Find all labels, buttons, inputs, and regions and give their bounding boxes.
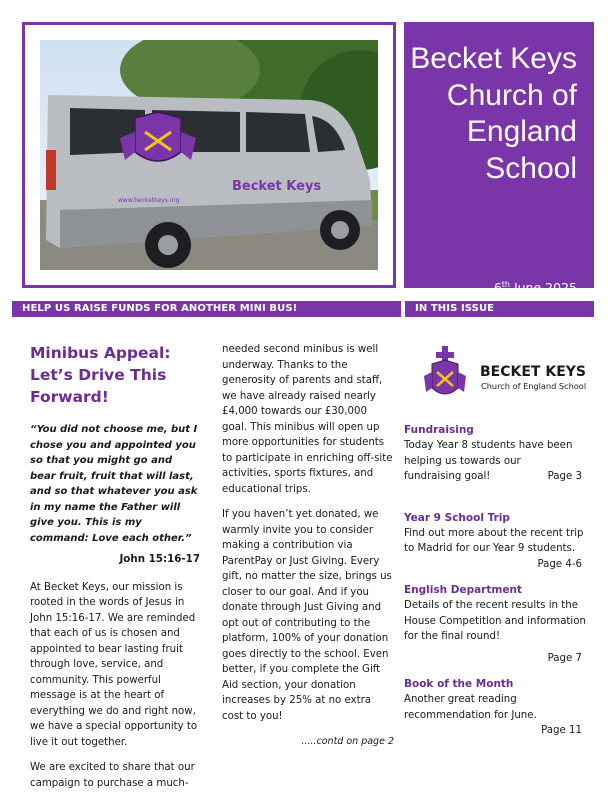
school-logo-graphic bbox=[404, 342, 594, 412]
article-column-1 bbox=[30, 342, 200, 801]
issue-item-heading: English Department bbox=[404, 584, 522, 596]
article-paragraph-4: If you haven’t yet donated, we warmly invite you to consider making a contribution via ParentPay or Just Giving. Every gift, no matter the size, brings us closer to our goal. And if you donate through Just Giving and opt out of contributing to the platform, 100% of your donation goes directly to the school. Even better, if you complete the Gift Aid section, your donation increases by 25% at no extra cost to you! bbox=[222, 509, 392, 722]
issue-item-text: Today Year 8 students have been helping us towards our fundraising goal! bbox=[404, 440, 573, 482]
issue-date bbox=[494, 280, 577, 295]
issue-item-heading: Fundraising bbox=[404, 424, 474, 436]
issue-item-fundraising[interactable] bbox=[404, 423, 594, 485]
minibus-photo bbox=[40, 40, 378, 270]
issue-item-page: Page 7 bbox=[547, 652, 582, 664]
date-day: 6 bbox=[493, 280, 502, 296]
issue-item-page: Page 4-6 bbox=[537, 558, 582, 570]
issue-item-book-of-month[interactable] bbox=[404, 677, 594, 739]
in-this-issue-banner: IN THIS ISSUE bbox=[405, 301, 594, 317]
issue-item-heading: Year 9 School Trip bbox=[404, 511, 510, 524]
article-paragraph-3: needed second minibus is well underway. Thanks to the generosity of parents and staff, we have already raised nearly £4,000 towards our £30,000 goal. This minibus will open up more opportunities for students to participate in enriching off-site activities, sports fixtures, and educational trips. bbox=[222, 344, 393, 495]
in-this-issue-sidebar bbox=[404, 342, 594, 739]
issue-item-year9-trip[interactable] bbox=[404, 511, 594, 573]
issue-item-text: Another great reading recommendation for June. bbox=[404, 694, 537, 721]
school-logo bbox=[404, 342, 594, 412]
article-title: Minibus Appeal: Let’s Drive This Forward! bbox=[30, 344, 171, 406]
article-paragraph-2: We are excited to share that our campaign to purchase a much- bbox=[30, 762, 195, 789]
logo-crest-icon bbox=[424, 346, 466, 394]
main-banner: HELP US RAISE FUNDS FOR ANOTHER MINI BUS! bbox=[12, 301, 401, 317]
bus-url-text: www.becketkeys.org bbox=[118, 197, 180, 204]
logo-title: BECKET KEYS bbox=[480, 364, 586, 380]
date-month-year: June 2025 bbox=[510, 280, 577, 296]
article-paragraph-1: At Becket Keys, our mission is rooted in the words of Jesus in John 15:16-17. We are reminded that each of us is chosen and appointed to bear lasting fruit through love, service, and community. This powerful message is at the heart of everything we do and right now, we have a special opportunity to live it out together. bbox=[30, 581, 198, 748]
bus-brand-text: Becket Keys bbox=[232, 179, 322, 194]
title-panel bbox=[404, 22, 594, 296]
continued-note[interactable]: .....contd on page 2 bbox=[301, 736, 394, 747]
issue-item-heading: Book of the Month bbox=[404, 678, 514, 690]
logo-subtitle: Church of England School bbox=[481, 381, 587, 391]
school-name-title: Becket Keys Church of England School bbox=[410, 42, 577, 185]
article-column-2 bbox=[222, 342, 394, 750]
issue-item-text: Details of the recent results in the House Competition and information for the final round! bbox=[404, 600, 586, 642]
issue-item-page: Page 3 bbox=[547, 471, 582, 482]
minibus-illustration bbox=[40, 40, 378, 270]
scripture-quote: “You did not choose me, but I chose you and appointed you so that you might go and bear fruit, fruit that will last, and so that whatever you ask in my name the Father will give you. This is my command: Love each other.” bbox=[30, 424, 198, 544]
date-suffix: th bbox=[501, 280, 511, 289]
issue-item-english-dept[interactable] bbox=[404, 583, 594, 666]
issue-item-text: Find out more about the recent trip to Madrid for our Year 9 students. bbox=[404, 527, 584, 554]
scripture-reference: John 15:16-17 bbox=[119, 553, 200, 565]
issue-item-page: Page 11 bbox=[541, 725, 582, 736]
photo-frame bbox=[22, 22, 396, 288]
